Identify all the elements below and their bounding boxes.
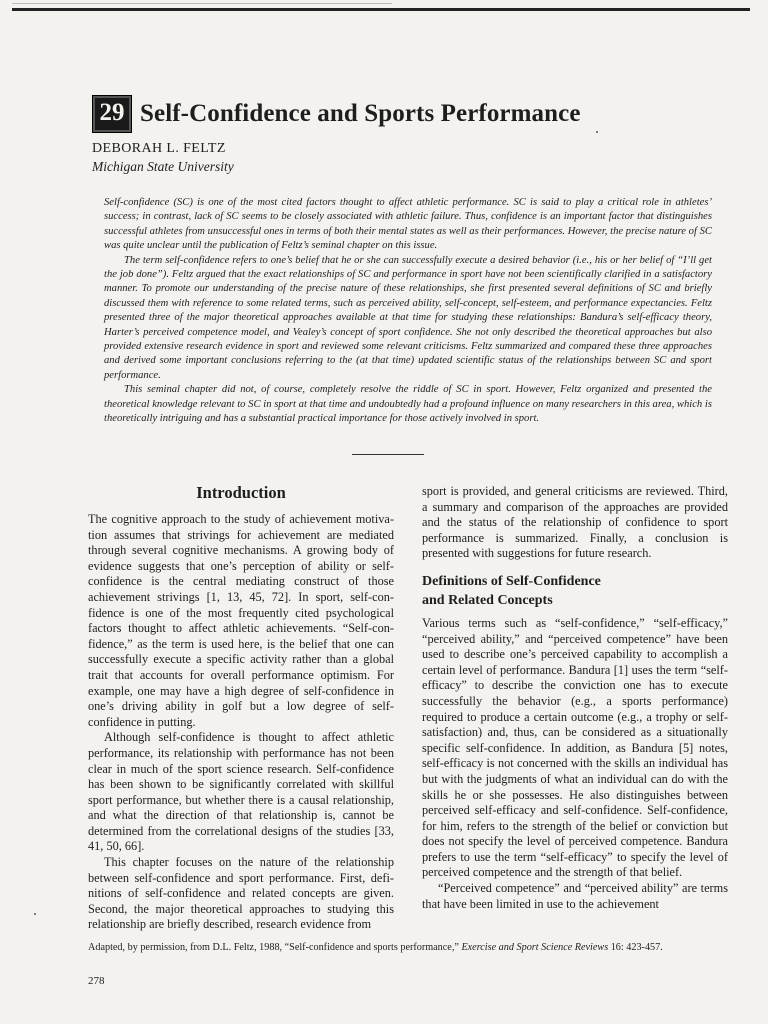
footnote-text: Adapted, by permission, from D.L. Feltz, 1988, “Self-confidence and sports performance,” [88,942,462,953]
abstract-paragraph: The term self-confidence refers to one’s belief that he or she can successfully execute a desired behavior (i.e., his or her belief of “I’ll get the job done”). Feltz argued that the exact relationships of SC and performance in sport have not been scientifically clarified in a satisfactory manner. To promote our understanding of the precise nature of these relationships, she first presented several definitions of SC and briefly discussed them with reference to some related terms, such as perceived ability, self-concept, self-esteem, and performance expectancies. Feltz presented three of the major theoretical approaches available at that time for studying these relationships: Bandura’s self-efficacy theory, Harter’s perceived competence model, and Vealey’s concept of sport confidence. She not only described the theoretical approaches but also provided extensive research evidence in sport and reviewed some relevant criticisms. Feltz summarized and compared these three approaches and derived some important conclusions referring to the (at that time) updated scientific status of the relationships between SC and sport performance. [104,254,712,381]
scan-speck [596,131,598,133]
header-rule [12,8,750,11]
chapter-number-badge: 29 [92,95,132,133]
section-divider [352,454,424,455]
body-paragraph: This chapter focuses on the nature of the relationship between self-confidence and sport performance. First, definitions of self-confidence and related concepts are given. Second, the major theoretical approaches to studying this relationship are briefly described, research evidence from [88,855,394,932]
author-affiliation: Michigan State University [92,159,234,174]
right-column [422,484,728,912]
body-paragraph: The cognitive approach to the study of achievement motivation assumes that strivings for achievement are mediated through several cognitive mechanisms. A growing body of evidence suggests that one’s perception of ability or self-confidence is the central mediating construct of those achievement strivings [1, 13, 45, 72]. In sport, self-confidence is one of the most frequently cited psychological factors thought to affect athletic achievements. “Self-confidence,” as the term is used here, is the belief that one can successfully execute a specific activity rather than a global trait that accounts for overall performance optimism. For example, one may have a high degree of self-confidence in one’s driving ability in golf but a low degree of self-confidence in putting. [88,512,394,729]
chapter-title: Self-Confidence and Sports Performance [140,100,581,127]
body-paragraph: sport is provided, and general criticisms are reviewed. Third, a summary and comparison of the approaches are provided and the status of the relationship of confidence to sport performance is summarized. Finally, a conclusion is presented with suggestions for future research. [422,484,728,561]
body-paragraph: Various terms such as “self-confidence,” “self-efficacy,” “perceived ability,” and “perceived competence” have been used to describe one’s perceived capability to accomplish a certain level of performance. Bandura [1] uses the term “self-efficacy” to describe the conviction one has to execute successfully the behavior (e.g., a sports performance) required to produce a certain outcome (e.g., a trophy or self-satisfaction) and, thus, can be considered as a situationally specific self-confidence. In addition, as Bandura [5] notes, self-efficacy is not concerned with the skills an individual has but with the judgments of what an individual can do with the skills he or she possesses. He also distinguishes between perceived self-efficacy and self-confidence. Self-confidence, for him, refers to the strength of the belief or conviction but does not specify the level of perceived competence. Bandura prefers to use the term “self-efficacy” to specify the level of perceived competence and the strength of that belief. [422,615,728,880]
left-column [88,484,394,933]
abstract-paragraph: Self-confidence (SC) is one of the most cited factors thought to affect athletic performance. SC is said to play a critical role in athletes’ success; in contrast, lack of SC seems to be closely associated with athletic failure. Thus, confidence is an important factor that distinguishes successful athletes from unsuccessful ones in terms of both their mental states as well as their performances. However, the precise nature of SC was quite unclear until the publication of Feltz’s seminal chapter on this issue. [104,197,712,252]
chapter-abstract [104,196,712,427]
definitions-heading-line: Definitions of Self-Confidence [422,573,601,589]
author-name: DEBORAH L. FELTZ [92,141,226,156]
body-paragraph: Although self-confidence is thought to affect athletic performance, its relationship with performance has not been clear in much of the sport science research. Self-confidence has been shown to be significantly correlated with skillful sport performance, but whether there is a causal relationship, and what the direction of that relationship is, cannot be determined from the correlational designs of the studies [33, 41, 50, 66]. [88,730,394,854]
abstract-paragraph: This seminal chapter did not, of course, completely resolve the riddle of SC in sport. However, Feltz organized and presented the theoretical knowledge relevant to SC in sport at that time and undoubtedly had a profound influence on many researchers in this area, which is theoretically intriguing and has a substantial practical importance for those actively involved in sport. [104,384,712,425]
introduction-heading: Introduction [196,483,286,502]
definitions-heading [422,572,728,610]
footnote-tail: 16: 423-457. [608,942,663,953]
faint-header-rule [12,3,392,4]
page-number: 278 [88,975,105,987]
scan-speck [34,913,36,915]
definitions-heading-line: and Related Concepts [422,592,553,608]
footnote-journal: Exercise and Sport Science Reviews [461,942,609,953]
source-footnote [88,941,728,954]
chapter-heading [92,95,581,133]
body-paragraph: “Perceived competence” and “perceived ability” are terms that have been limited in use to the achievement [422,881,728,911]
